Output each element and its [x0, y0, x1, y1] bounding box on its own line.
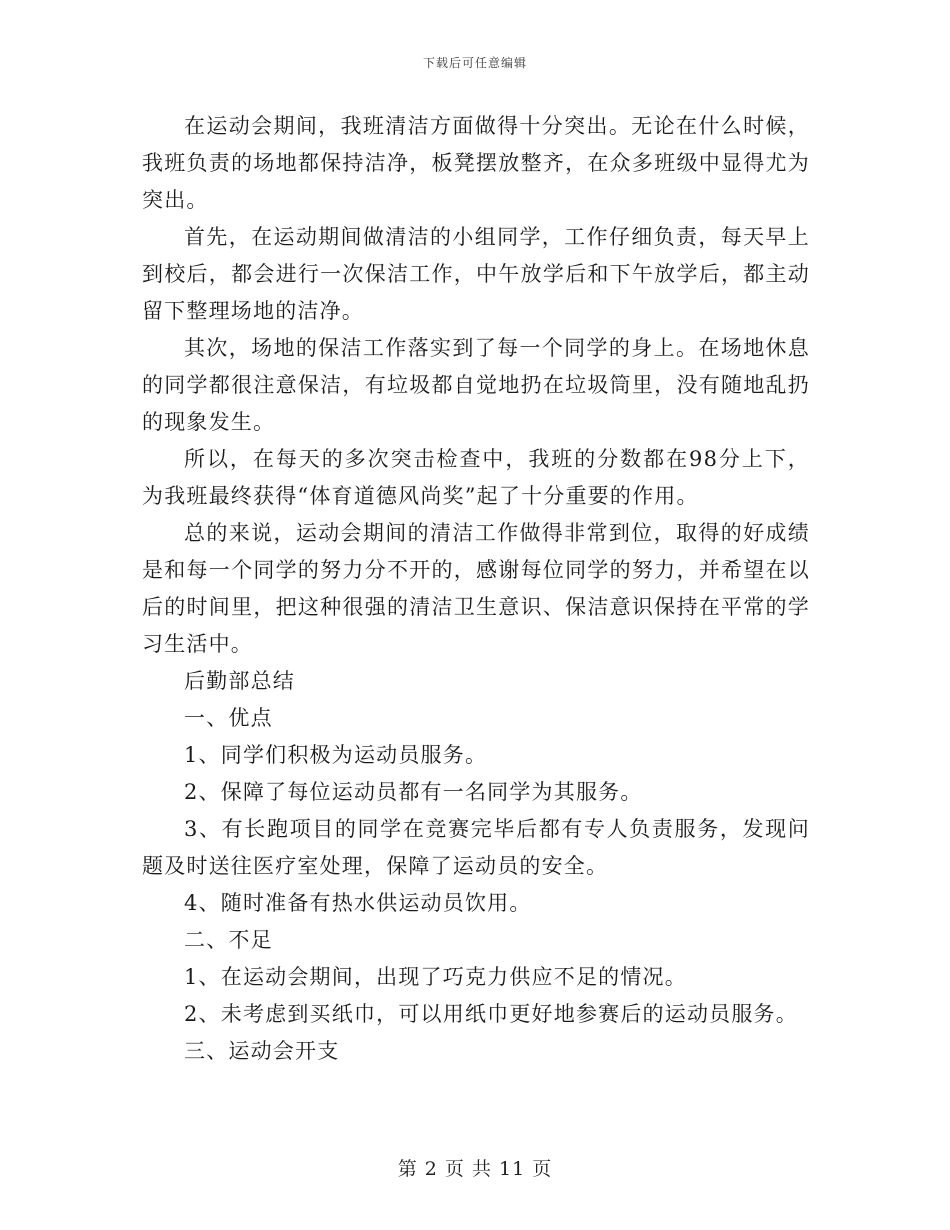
list-item: 4、随时准备有热水供运动员饮用。 [184, 891, 532, 915]
paragraph: 其次，场地的保洁工作落实到了每一个同学的身上。在场地休息的同学都很注意保洁，有垃圾都自觉地扔在垃圾筒里，没有随地乱扔的现象发生。 [142, 336, 810, 434]
document-body [142, 108, 810, 1070]
subsection-heading: 一、优点 [184, 706, 273, 730]
list-item: 3、有长跑项目的同学在竞赛完毕后都有专人负责服务，发现问题及时送往医疗室处理，保障了运动员的安全。 [142, 817, 810, 878]
list-item: 1、同学们积极为运动员服务。 [184, 743, 488, 767]
paragraph: 首先，在运动期间做清洁的小组同学，工作仔细负责，每天早上到校后，都会进行一次保洁工作，中午放学后和下午放学后，都主动留下整理场地的洁净。 [142, 225, 810, 323]
list-item: 2、未考虑到买纸巾，可以用纸巾更好地参赛后的运动员服务。 [184, 1002, 798, 1026]
section-heading: 后勤部总结 [184, 669, 295, 693]
paragraph: 在运动会期间，我班清洁方面做得十分突出。无论在什么时候，我班负责的场地都保持洁净，板凳摆放整齐，在众多班级中显得尤为突出。 [142, 114, 810, 212]
paragraph: 所以，在每天的多次突击检查中，我班的分数都在98分上下，为我班最终获得“体育道德风尚奖”起了十分重要的作用。 [142, 447, 810, 508]
header-note: 下载后可任意编辑 [422, 56, 527, 70]
paragraph: 总的来说，运动会期间的清洁工作做得非常到位，取得的好成绩是和每一个同学的努力分不开的，感谢每位同学的努力，并希望在以后的时间里，把这种很强的清洁卫生意识、保洁意识保持在平常的学习生活中。 [142, 521, 810, 656]
subsection-heading: 二、不足 [184, 928, 273, 952]
list-item: 2、保障了每位运动员都有一名同学为其服务。 [184, 780, 643, 804]
subsection-heading: 三、运动会开支 [184, 1039, 340, 1063]
list-item: 1、在运动会期间，出现了巧克力供应不足的情况。 [184, 965, 687, 989]
page-number-footer: 第 2 页 共 11 页 [397, 1158, 553, 1180]
